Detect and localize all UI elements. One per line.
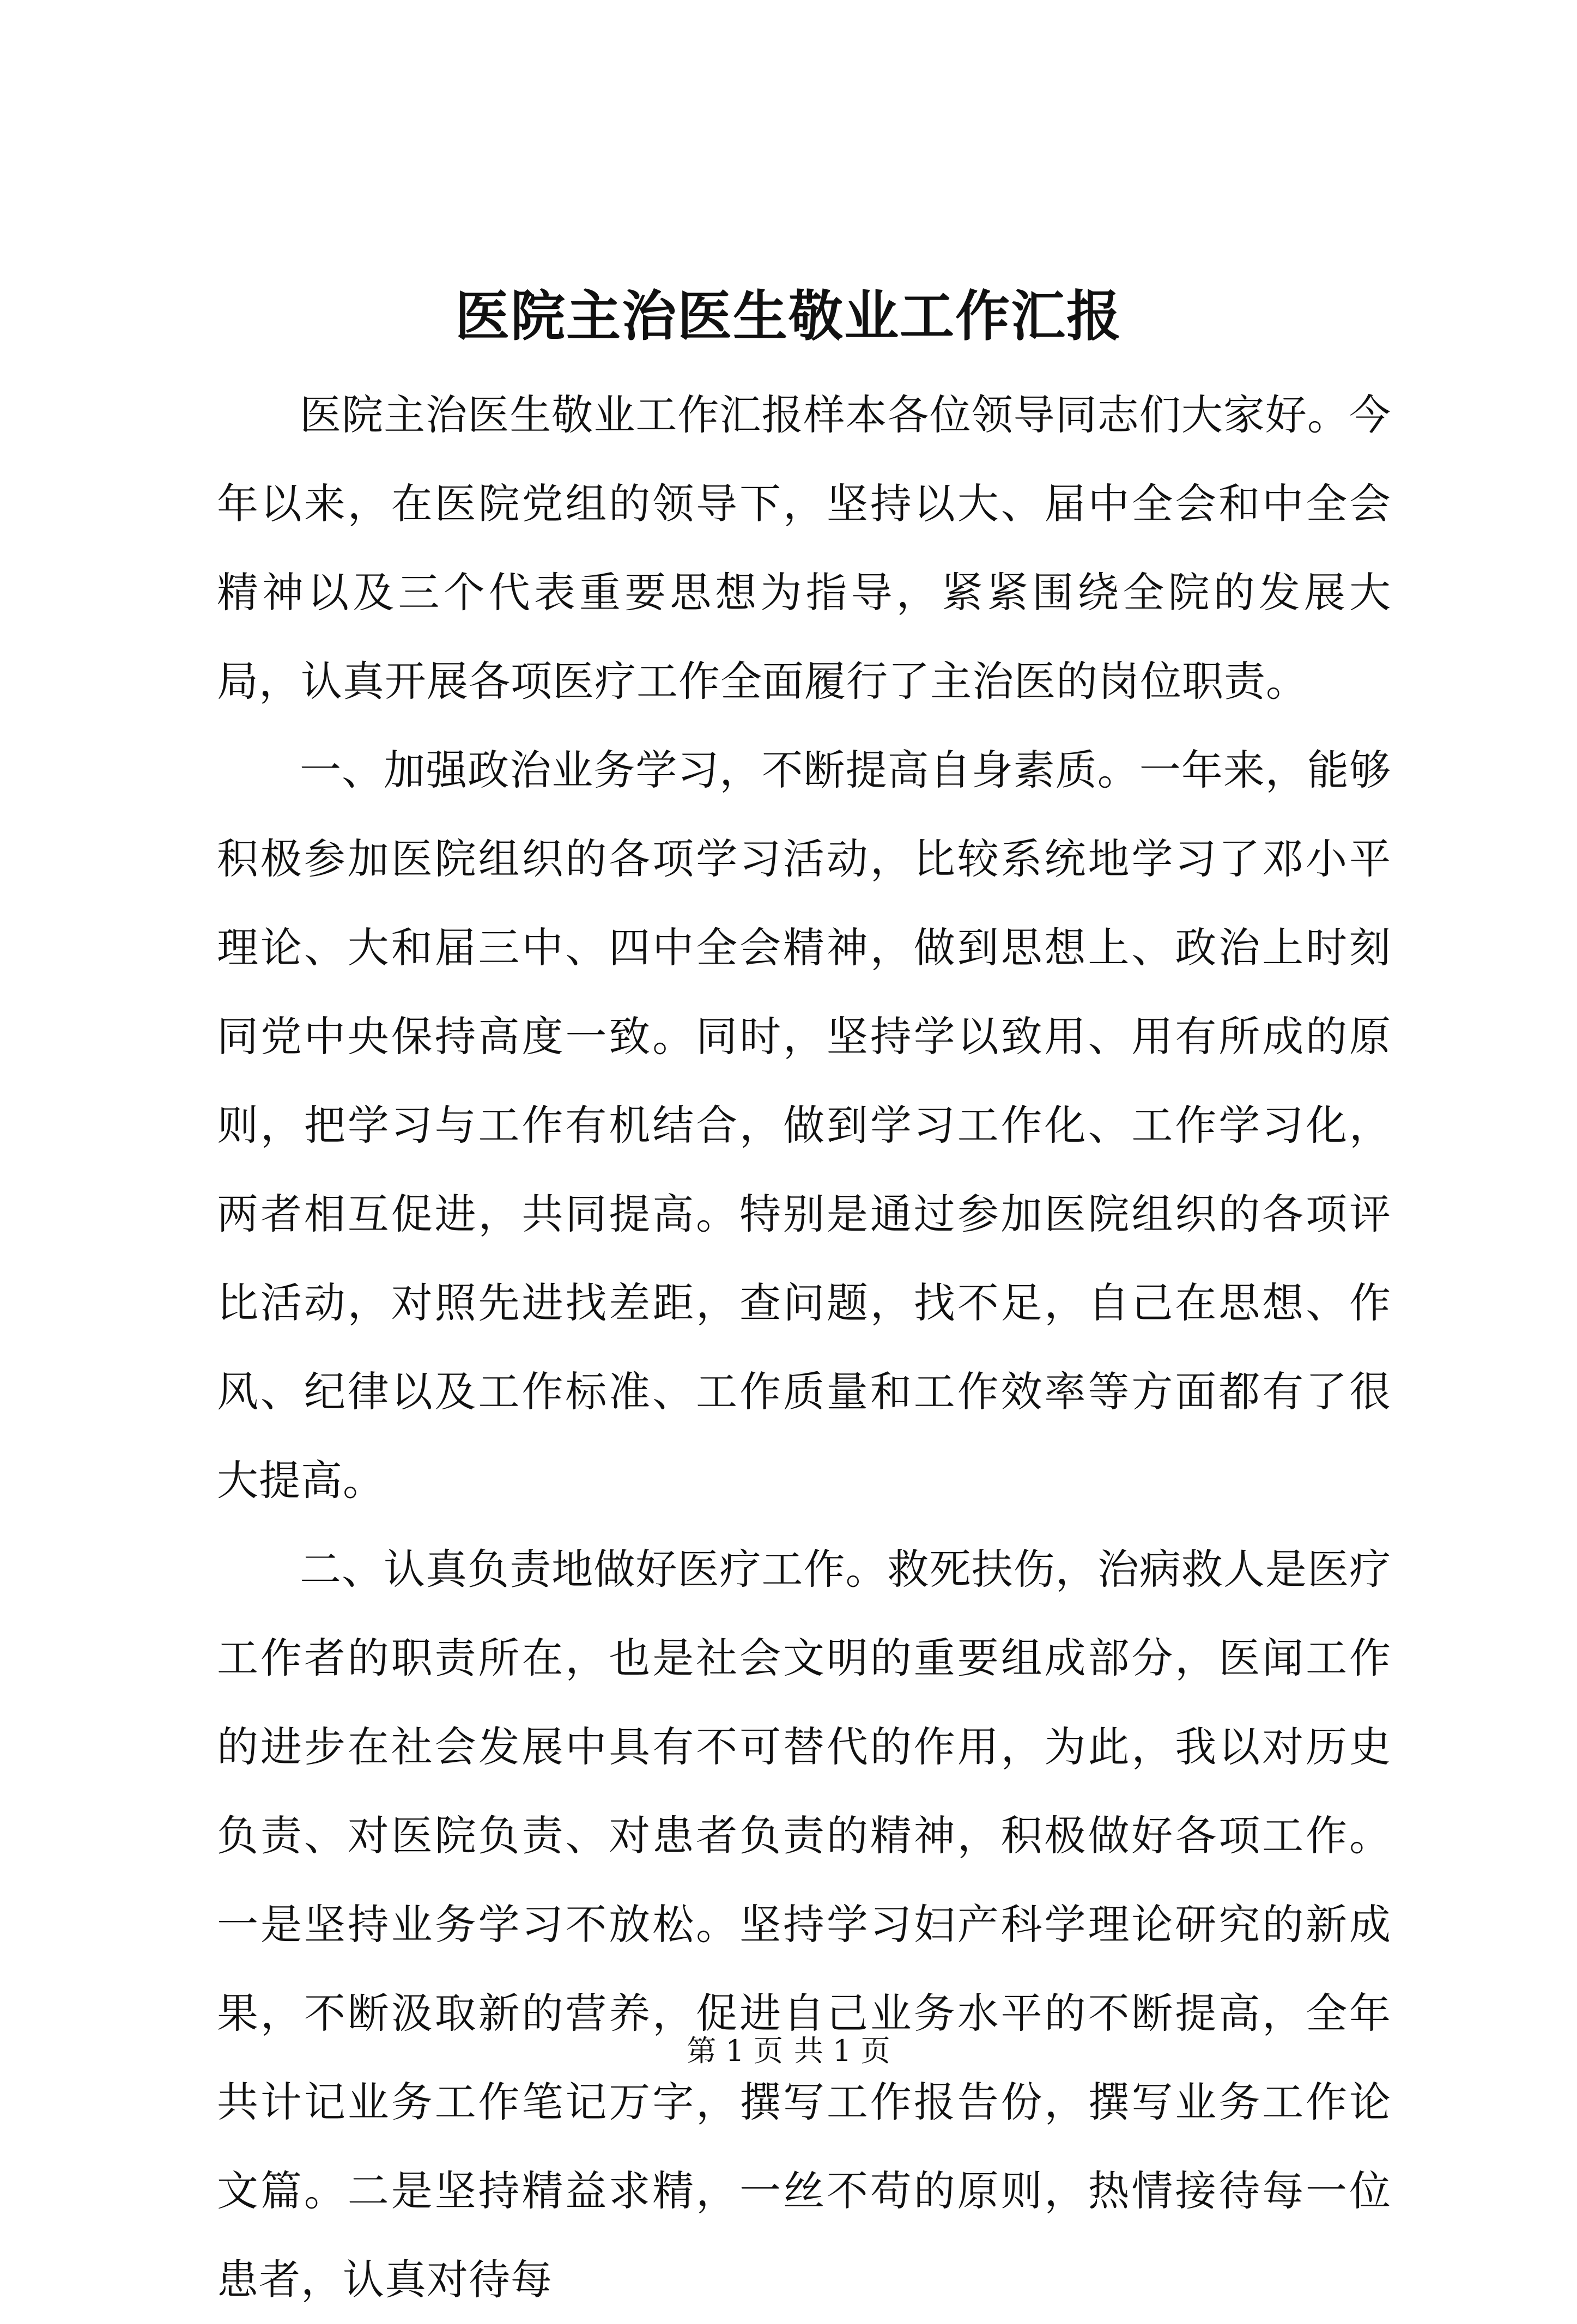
document-title: 医院主治医生敬业工作汇报 bbox=[455, 284, 1122, 348]
paragraph-section-two: 二、认真负责地做好医疗工作。救死扶伤，治病救人是医疗工作者的职责所在，也是社会文明的重要组成部分，医闻工作的进步在社会发展中具有不可替代的作用，为此，我以对历史负责、对医院负责、对患者负责的精神，积极做好各项工作。一是坚持业务学习不放松。坚持学习妇产科学理论研究的新成果，不断汲取新的营养，促进自己业务水平的不断提高，全年共计记业务工作笔记万字，撰写工作报告份，撰写业务工作论文篇。二是坚持精益求精，一丝不苟的原则，热情接待每一位患者，认真对待每 bbox=[217, 1545, 1391, 2304]
document-body bbox=[217, 370, 1391, 2324]
paragraph-intro: 医院主治医生敬业工作汇报样本各位领导同志们大家好。今年以来，在医院党组的领导下，坚持以大、届中全会和中全会精神以及三个代表重要思想为指导，紧紧围绕全院的发展大局，认真开展各项医疗工作全面履行了主治医的岗位职责。 bbox=[217, 391, 1391, 705]
page-total: 共 1 页 bbox=[794, 2034, 890, 2068]
page-footer bbox=[0, 2032, 1577, 2070]
paragraph-section-one: 一、加强政治业务学习，不断提高自身素质。一年来，能够积极参加医院组织的各项学习活动，比较系统地学习了邓小平理论、大和届三中、四中全会精神，做到思想上、政治上时刻同党中央保持高度一致。同时，坚持学以致用、用有所成的原则，把学习与工作有机结合，做到学习工作化、工作学习化，两者相互促进，共同提高。特别是通过参加医院组织的各项评比活动，对照先进找差距，查问题，找不足，自己在思想、作风、纪律以及工作标准、工作质量和工作效率等方面都有了很大提高。 bbox=[217, 746, 1391, 1505]
page-number: 第 1 页 bbox=[687, 2034, 783, 2068]
